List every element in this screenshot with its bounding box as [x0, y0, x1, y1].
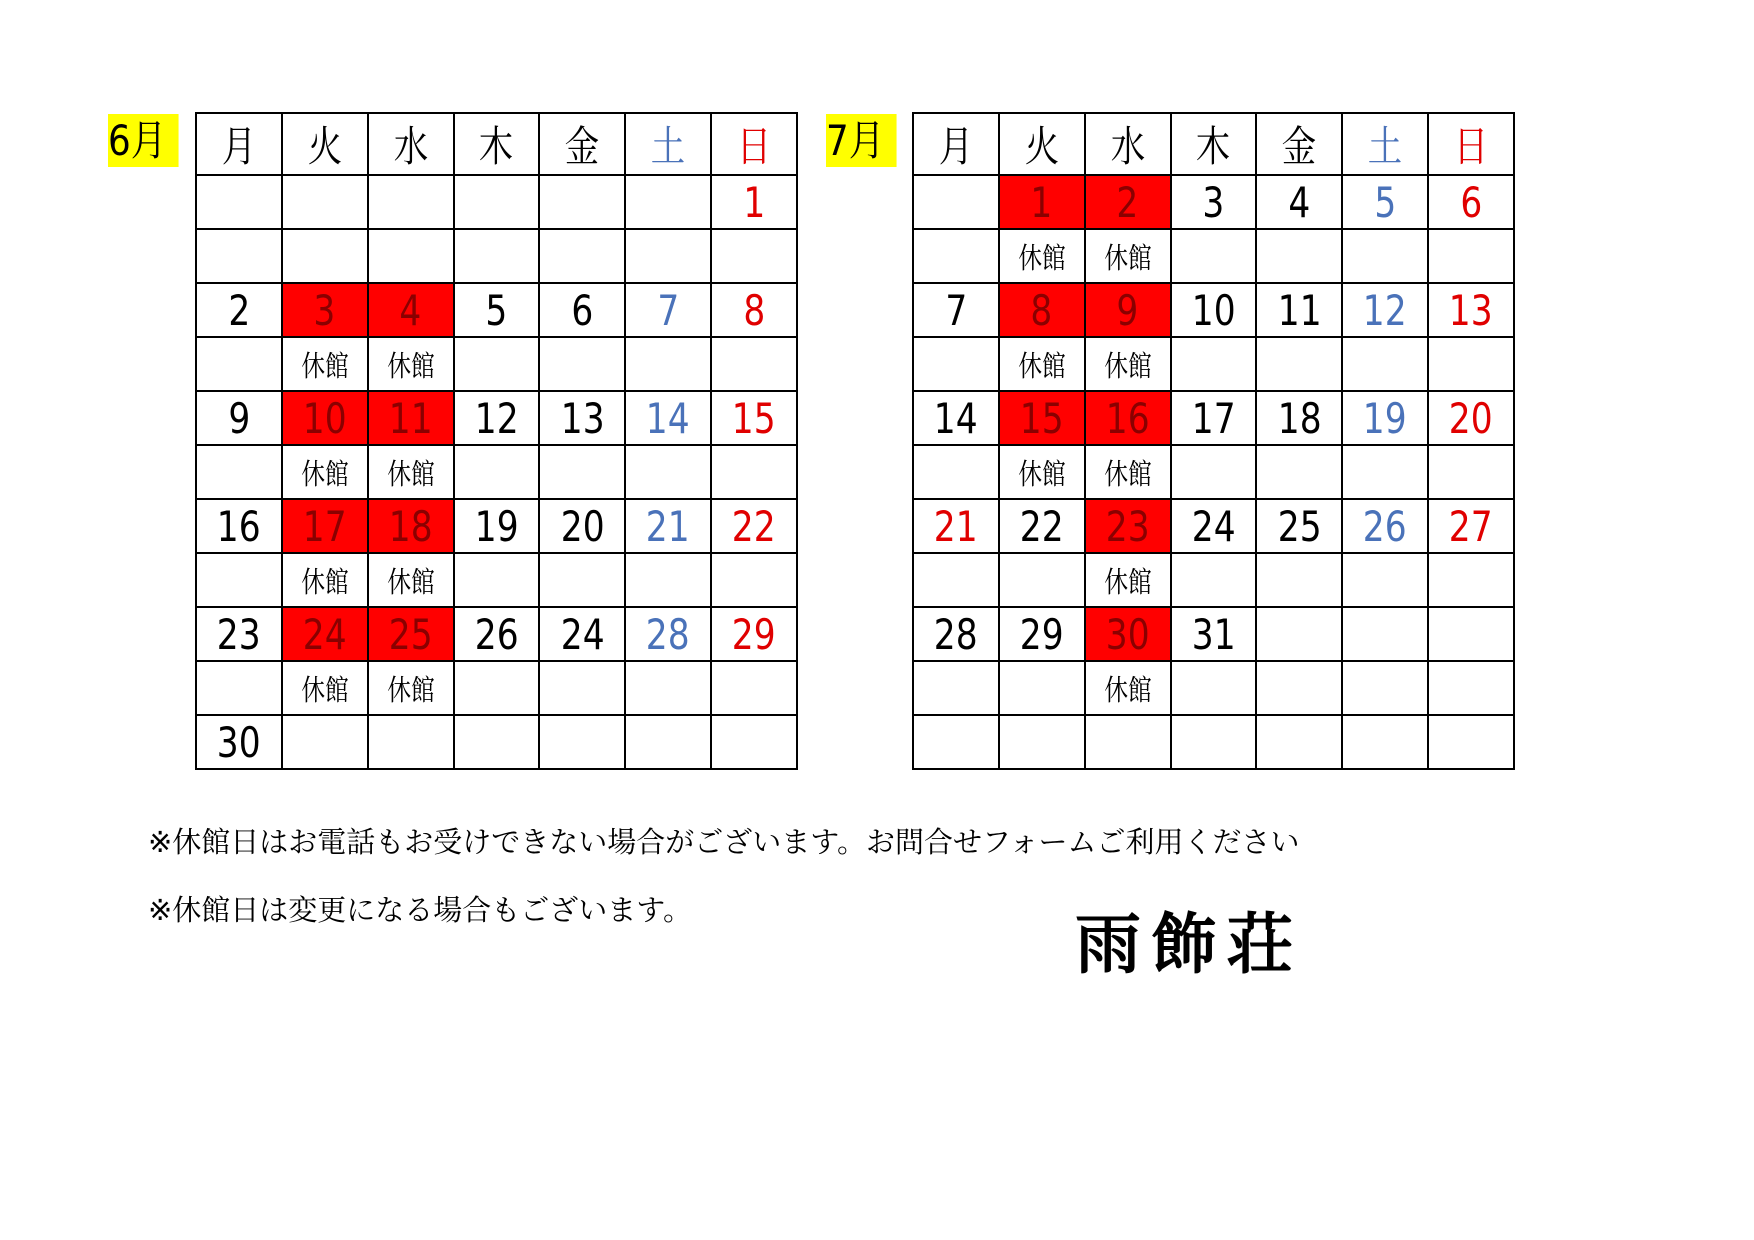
closure-note-cell: 休館 [368, 661, 454, 715]
day-cell: 21 [913, 499, 999, 553]
day-cell: 24 [282, 607, 368, 661]
day-cell: 19 [454, 499, 540, 553]
weekday-cell: 日 [1428, 113, 1514, 175]
day-cell: 26 [1342, 499, 1428, 553]
day-cell [1428, 607, 1514, 661]
closure-note-cell [1428, 553, 1514, 607]
closure-note-cell [1342, 661, 1428, 715]
closure-note-cell [454, 661, 540, 715]
closure-note-cell [1428, 337, 1514, 391]
day-cell: 28 [625, 607, 711, 661]
closure-note-cell [1256, 445, 1342, 499]
day-cell: 17 [1171, 391, 1257, 445]
closure-note-cell [625, 445, 711, 499]
july-note-row [913, 445, 1514, 499]
day-cell [1256, 607, 1342, 661]
july-month-label: 7月 [826, 114, 897, 167]
day-cell [1171, 715, 1257, 769]
day-cell: 29 [999, 607, 1085, 661]
day-cell: 14 [913, 391, 999, 445]
july-calendar [912, 112, 1515, 770]
closure-note-cell: 休館 [1085, 337, 1171, 391]
day-cell: 20 [1428, 391, 1514, 445]
day-cell: 24 [1171, 499, 1257, 553]
june-calendar [195, 112, 798, 770]
weekday-cell: 月 [196, 113, 282, 175]
day-cell: 8 [711, 283, 797, 337]
closure-note-cell [1171, 661, 1257, 715]
day-cell: 12 [1342, 283, 1428, 337]
closure-note-cell [1171, 337, 1257, 391]
day-cell [1342, 715, 1428, 769]
closure-note-cell [1428, 445, 1514, 499]
june-week-row [196, 715, 797, 769]
day-cell [1428, 715, 1514, 769]
july-note-row [913, 337, 1514, 391]
closure-note-cell: 休館 [999, 337, 1085, 391]
closure-note-cell [913, 229, 999, 283]
june-note-row [196, 229, 797, 283]
day-cell [625, 715, 711, 769]
day-cell: 15 [711, 391, 797, 445]
closure-note-cell [711, 553, 797, 607]
closure-note-cell [368, 229, 454, 283]
weekday-cell: 水 [1085, 113, 1171, 175]
day-cell: 9 [196, 391, 282, 445]
july-note-row [913, 553, 1514, 607]
weekday-cell: 火 [999, 113, 1085, 175]
closure-note-cell: 休館 [1085, 229, 1171, 283]
closure-note-cell: 休館 [368, 553, 454, 607]
closure-note-cell [1428, 229, 1514, 283]
weekday-cell: 土 [625, 113, 711, 175]
closure-note-cell: 休館 [999, 445, 1085, 499]
day-cell: 23 [1085, 499, 1171, 553]
closure-note-cell [1256, 661, 1342, 715]
closure-note-cell [539, 445, 625, 499]
day-cell [539, 715, 625, 769]
svg-text:雨飾荘: 雨飾荘 [1075, 905, 1303, 983]
day-cell: 6 [1428, 175, 1514, 229]
closure-note-cell: 休館 [1085, 553, 1171, 607]
closure-note-cell [625, 661, 711, 715]
closure-note-cell: 休館 [282, 553, 368, 607]
closure-note-cell [711, 661, 797, 715]
day-cell [1342, 607, 1428, 661]
closure-note-cell [1342, 337, 1428, 391]
june-month-label: 6月 [108, 114, 179, 167]
weekday-cell: 金 [539, 113, 625, 175]
closure-note-cell [999, 661, 1085, 715]
day-cell: 7 [913, 283, 999, 337]
closure-note-cell [539, 337, 625, 391]
day-cell: 29 [711, 607, 797, 661]
day-cell: 16 [1085, 391, 1171, 445]
day-cell [625, 175, 711, 229]
day-cell: 21 [625, 499, 711, 553]
weekday-cell: 金 [1256, 113, 1342, 175]
day-cell: 1 [711, 175, 797, 229]
closure-note-cell [913, 553, 999, 607]
day-cell [711, 715, 797, 769]
day-cell: 22 [999, 499, 1085, 553]
july-week-row [913, 499, 1514, 553]
day-cell [282, 715, 368, 769]
day-cell: 11 [1256, 283, 1342, 337]
closure-note-cell [913, 445, 999, 499]
closure-note-cell: 休館 [282, 661, 368, 715]
day-cell: 5 [454, 283, 540, 337]
day-cell [1256, 715, 1342, 769]
closure-note-cell [625, 553, 711, 607]
day-cell: 24 [539, 607, 625, 661]
weekday-cell: 木 [454, 113, 540, 175]
july-week-row [913, 391, 1514, 445]
closure-note-cell: 休館 [999, 229, 1085, 283]
closure-note-cell [1428, 661, 1514, 715]
day-cell: 6 [539, 283, 625, 337]
closure-note-cell [539, 553, 625, 607]
day-cell [454, 715, 540, 769]
day-cell: 30 [196, 715, 282, 769]
june-weekday-header [196, 113, 797, 175]
closure-note-cell [196, 553, 282, 607]
closure-note-cell [282, 229, 368, 283]
closure-note-cell [711, 229, 797, 283]
july-week-row [913, 175, 1514, 229]
day-cell: 7 [625, 283, 711, 337]
day-cell: 27 [1428, 499, 1514, 553]
closure-note-cell [196, 337, 282, 391]
day-cell: 3 [1171, 175, 1257, 229]
june-week-row [196, 391, 797, 445]
closure-note-cell [1342, 445, 1428, 499]
day-cell [999, 715, 1085, 769]
closure-note-cell: 休館 [282, 445, 368, 499]
closure-note-cell [625, 229, 711, 283]
closure-note-cell: 休館 [282, 337, 368, 391]
closure-note-cell [1256, 229, 1342, 283]
june-note-row [196, 661, 797, 715]
closure-note-cell [1171, 229, 1257, 283]
june-note-row [196, 337, 797, 391]
closure-note-cell [454, 229, 540, 283]
weekday-cell: 水 [368, 113, 454, 175]
july-note-row [913, 229, 1514, 283]
june-week-row [196, 607, 797, 661]
june-note-row [196, 553, 797, 607]
closure-note-cell [711, 337, 797, 391]
closure-note-cell [196, 661, 282, 715]
day-cell [196, 175, 282, 229]
weekday-cell: 火 [282, 113, 368, 175]
day-cell: 28 [913, 607, 999, 661]
day-cell: 25 [368, 607, 454, 661]
closure-note-cell [539, 661, 625, 715]
july-week-row [913, 715, 1514, 769]
closure-note-cell [625, 337, 711, 391]
closure-note-cell [196, 445, 282, 499]
closure-note-cell [454, 337, 540, 391]
day-cell: 3 [282, 283, 368, 337]
day-cell: 4 [368, 283, 454, 337]
day-cell: 26 [454, 607, 540, 661]
july-note-row [913, 661, 1514, 715]
day-cell [1085, 715, 1171, 769]
closure-note-cell [1171, 553, 1257, 607]
day-cell [368, 175, 454, 229]
july-week-row [913, 607, 1514, 661]
day-cell: 10 [1171, 283, 1257, 337]
day-cell: 25 [1256, 499, 1342, 553]
day-cell: 4 [1256, 175, 1342, 229]
day-cell: 19 [1342, 391, 1428, 445]
june-week-row [196, 283, 797, 337]
closure-note-change: ※休館日は変更になる場合もございます。 [148, 893, 692, 927]
day-cell: 11 [368, 391, 454, 445]
day-cell: 10 [282, 391, 368, 445]
day-cell [368, 715, 454, 769]
day-cell: 18 [1256, 391, 1342, 445]
day-cell: 12 [454, 391, 540, 445]
closure-note-phone: ※休館日はお電話もお受けできない場合がございます。お問合せフォームご利用ください [148, 825, 1300, 859]
june-note-row [196, 445, 797, 499]
day-cell: 14 [625, 391, 711, 445]
day-cell [539, 175, 625, 229]
day-cell: 8 [999, 283, 1085, 337]
july-weekday-header [913, 113, 1514, 175]
closure-note-cell [1256, 337, 1342, 391]
day-cell: 23 [196, 607, 282, 661]
day-cell: 22 [711, 499, 797, 553]
closure-note-cell [1171, 445, 1257, 499]
closure-note-cell [999, 553, 1085, 607]
closure-note-cell: 休館 [368, 445, 454, 499]
day-cell: 30 [1085, 607, 1171, 661]
closure-note-cell [539, 229, 625, 283]
closure-note-cell [196, 229, 282, 283]
day-cell: 2 [196, 283, 282, 337]
day-cell: 13 [1428, 283, 1514, 337]
closure-note-cell [913, 661, 999, 715]
weekday-cell: 土 [1342, 113, 1428, 175]
ryokan-calligraphy-logo [1075, 895, 1320, 995]
july-week-row [913, 283, 1514, 337]
day-cell: 31 [1171, 607, 1257, 661]
weekday-cell: 日 [711, 113, 797, 175]
day-cell: 5 [1342, 175, 1428, 229]
closure-note-cell [454, 445, 540, 499]
closure-note-cell [711, 445, 797, 499]
day-cell: 15 [999, 391, 1085, 445]
day-cell: 1 [999, 175, 1085, 229]
day-cell [913, 175, 999, 229]
closure-note-cell: 休館 [368, 337, 454, 391]
june-week-row [196, 175, 797, 229]
closure-note-cell: 休館 [1085, 661, 1171, 715]
day-cell [282, 175, 368, 229]
closure-note-cell: 休館 [1085, 445, 1171, 499]
day-cell: 9 [1085, 283, 1171, 337]
day-cell: 18 [368, 499, 454, 553]
day-cell: 16 [196, 499, 282, 553]
closure-note-cell [1256, 553, 1342, 607]
day-cell [913, 715, 999, 769]
weekday-cell: 木 [1171, 113, 1257, 175]
closure-note-cell [913, 337, 999, 391]
day-cell [454, 175, 540, 229]
closure-note-cell [454, 553, 540, 607]
weekday-cell: 月 [913, 113, 999, 175]
day-cell: 17 [282, 499, 368, 553]
day-cell: 13 [539, 391, 625, 445]
day-cell: 2 [1085, 175, 1171, 229]
june-week-row [196, 499, 797, 553]
day-cell: 20 [539, 499, 625, 553]
closure-note-cell [1342, 229, 1428, 283]
closure-note-cell [1342, 553, 1428, 607]
